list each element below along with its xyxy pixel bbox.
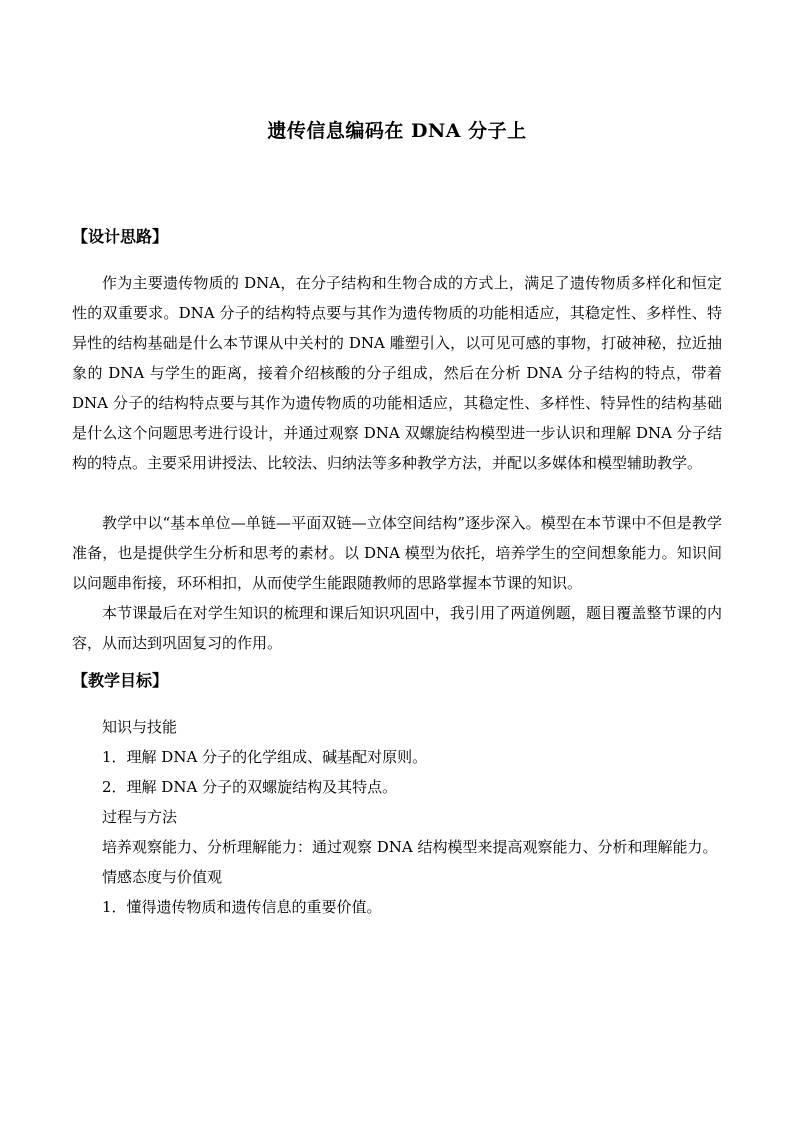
design-paragraph-2: 教学中以“基本单位—单链—平面双链—立体空间结构”逐步深入。模型在本节课中不但是教学准备，也是提供学生分析和思考的素材。以 DNA 模型为依托，培养学生的空间想象能力。知识间以问题串衔接，环环相扣，从而使学生能跟随教师的思路掌握本节课的知识。 [72, 514, 722, 592]
process-text: 培养观察能力、分析理解能力：通过观察 DNA 结构模型来提高观察能力、分析和理解能力。 [102, 838, 718, 856]
teaching-goals [72, 712, 722, 922]
emotion-item: 1．懂得遗传物质和遗传信息的重要价值。 [102, 898, 382, 916]
section-heading-design: 【设计思路】 [72, 227, 169, 246]
knowledge-item: 2．理解 DNA 分子的双螺旋结构及其特点。 [102, 778, 398, 796]
knowledge-item: 1．理解 DNA 分子的化学组成、碱基配对原则。 [102, 748, 428, 766]
process-title: 过程与方法 [102, 808, 178, 826]
design-paragraph-1: 作为主要遗传物质的 DNA，在分子结构和生物合成的方式上，满足了遗传物质多样化和恒定性的双重要求。DNA 分子的结构特点要与其作为遗传物质的功能相适应，其稳定性、多样性、特异性的结构基础是什么本节课从中关村的 DNA 雕塑引入，以可见可感的事物，打破神秘，拉近抽象的 DNA 与学生的距离，接着介绍核酸的分子组成，然后在分析 DNA 分子结构的特点，带着 DNA 分子的结构特点要与其作为遗传物质的功能相适应，其稳定性、多样性、特异性的结构基础是什么这个问题思考进行设计，并通过观察 DNA 双螺旋结构模型进一步认识和理解 DNA 分子结构的特点。主要采用讲授法、比较法、归纳法等多种教学方法，并配以多媒体和模型辅助教学。 [72, 274, 722, 472]
section-heading-goals: 【教学目标】 [72, 671, 169, 690]
knowledge-title: 知识与技能 [102, 718, 178, 736]
design-paragraph-3: 本节课最后在对学生知识的梳理和课后知识巩固中，我引用了两道例题，题目覆盖整节课的内容，从而达到巩固复习的作用。 [72, 604, 722, 652]
document-title: 遗传信息编码在 DNA 分子上 [267, 120, 527, 142]
emotion-title: 情感态度与价值观 [102, 868, 223, 886]
